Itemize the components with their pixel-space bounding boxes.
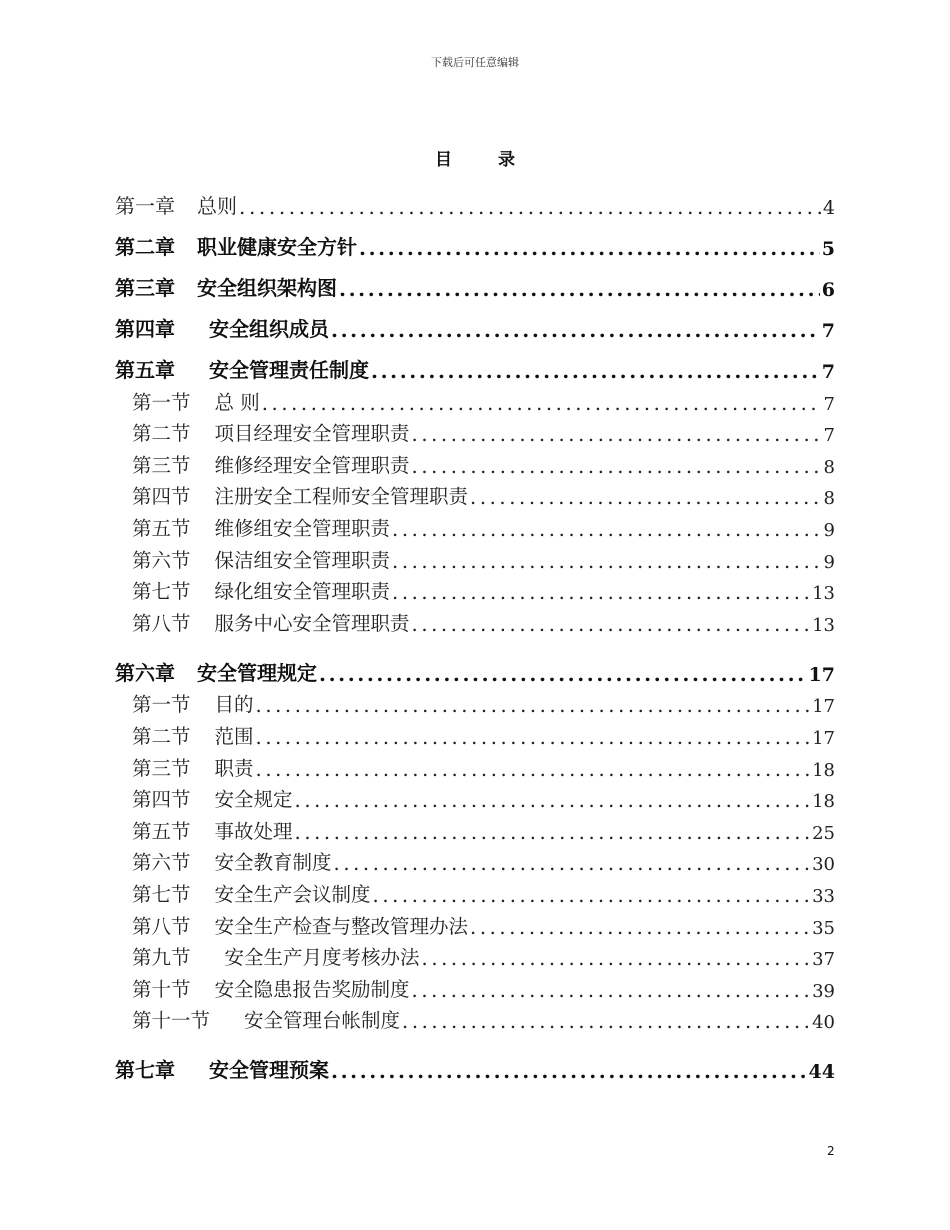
toc-entry-page: 8 [823, 456, 835, 478]
dot-leader [470, 486, 822, 509]
dot-leader [412, 423, 822, 446]
toc-entry-page: 35 [812, 917, 835, 939]
toc-entry-number: 第二节 [132, 724, 191, 748]
toc-entry-number: 第一章 [115, 194, 175, 218]
toc-entry-label: 项目经理安全管理职责 [214, 422, 410, 446]
toc-entry-section[interactable] [115, 383, 835, 415]
dot-leader [319, 662, 807, 686]
toc-entry-chapter-2[interactable] [115, 219, 835, 260]
toc-entry-number: 第十一节 [132, 1009, 211, 1033]
toc-entry-number: 第一节 [132, 390, 191, 414]
toc-entry-number: 第三节 [132, 453, 191, 477]
toc-entry-number: 第九节 [132, 946, 191, 970]
table-of-contents [115, 178, 835, 1083]
toc-entry-section[interactable] [115, 844, 835, 876]
toc-entry-number: 第四章 [115, 317, 175, 341]
toc-entry-page: 33 [812, 885, 835, 907]
toc-entry-page: 5 [821, 238, 835, 260]
toc-entry-section[interactable] [115, 446, 835, 478]
toc-entry-number: 第二章 [115, 235, 175, 259]
toc-entry-label: 维修经理安全管理职责 [214, 453, 410, 477]
toc-entry-section[interactable] [115, 1002, 835, 1034]
toc-entry-chapter-6[interactable] [115, 645, 835, 686]
dot-leader [373, 884, 811, 907]
toc-title: 目 录 [435, 150, 535, 170]
toc-entry-section[interactable] [115, 939, 835, 971]
toc-entry-number: 第三章 [115, 276, 175, 300]
toc-entry-label: 安全生产会议制度 [214, 882, 371, 906]
toc-entry-label: 总则 [197, 194, 237, 218]
toc-entry-number: 第四节 [132, 485, 191, 509]
toc-entry-chapter-7[interactable] [115, 1042, 835, 1083]
toc-entry-label: 范围 [214, 724, 254, 748]
toc-entry-section[interactable] [115, 604, 835, 636]
dot-leader [334, 852, 811, 875]
toc-entry-label: 安全组织架构图 [197, 276, 337, 300]
dot-leader [412, 613, 811, 636]
toc-entry-section[interactable] [115, 573, 835, 605]
toc-entry-number: 第八节 [132, 914, 191, 938]
toc-entry-section[interactable] [115, 875, 835, 907]
dot-leader [256, 694, 811, 717]
dot-leader [402, 1010, 810, 1033]
toc-entry-chapter-3[interactable] [115, 260, 835, 301]
toc-entry-number: 第七节 [132, 580, 191, 604]
toc-entry-section[interactable] [115, 686, 835, 718]
toc-entry-page: 7 [823, 425, 835, 447]
toc-entry-section[interactable] [115, 907, 835, 939]
toc-entry-section[interactable] [115, 749, 835, 781]
toc-entry-number: 第二节 [132, 422, 191, 446]
toc-entry-number: 第五节 [132, 819, 191, 843]
toc-entry-page: 13 [812, 583, 835, 605]
toc-entry-page: 18 [812, 759, 835, 781]
toc-entry-page: 7 [823, 393, 835, 415]
toc-entry-label: 职业健康安全方针 [197, 235, 357, 259]
toc-entry-label: 安全教育制度 [214, 851, 332, 875]
toc-entry-number: 第一节 [132, 693, 191, 717]
dot-leader [412, 979, 811, 1002]
toc-entry-number: 第六章 [115, 660, 175, 685]
toc-entry-label: 安全生产检查与整改管理办法 [214, 914, 469, 938]
dot-leader [331, 318, 820, 342]
toc-entry-section[interactable] [115, 781, 835, 813]
toc-entry-label: 安全管理责任制度 [209, 358, 369, 382]
toc-entry-label: 职责 [214, 756, 254, 780]
toc-entry-number: 第五章 [115, 358, 175, 382]
dot-leader [371, 359, 820, 383]
toc-entry-page: 44 [808, 1061, 835, 1084]
toc-entry-page: 25 [812, 822, 835, 844]
toc-entry-label: 目的 [214, 693, 254, 717]
toc-entry-chapter-4[interactable] [115, 301, 835, 342]
toc-entry-page: 39 [812, 980, 835, 1002]
dot-leader [239, 195, 821, 219]
toc-entry-label: 维修组安全管理职责 [214, 516, 391, 540]
toc-entry-number: 第七节 [132, 882, 191, 906]
toc-entry-label: 安全管理台帐制度 [244, 1009, 401, 1033]
header-note: 下载后可任意编辑 [431, 56, 519, 69]
toc-entry-label: 安全规定 [214, 788, 293, 812]
toc-entry-page: 18 [812, 791, 835, 813]
toc-entry-section[interactable] [115, 970, 835, 1002]
dot-leader [339, 277, 820, 301]
dot-leader [262, 392, 822, 415]
dot-leader [359, 236, 820, 260]
toc-entry-page: 9 [823, 551, 835, 573]
toc-entry-number: 第六节 [132, 548, 191, 572]
toc-entry-number: 第六节 [132, 851, 191, 875]
toc-entry-page: 6 [821, 279, 835, 301]
dot-leader [392, 550, 822, 573]
toc-entry-section[interactable] [115, 717, 835, 749]
toc-entry-page: 13 [812, 614, 835, 636]
toc-entry-label: 安全管理规定 [197, 660, 317, 685]
dot-leader [392, 581, 810, 604]
toc-entry-page: 40 [812, 1012, 835, 1034]
toc-entry-section[interactable] [115, 541, 835, 573]
toc-entry-section[interactable] [115, 478, 835, 510]
toc-entry-page: 8 [823, 488, 835, 510]
toc-entry-page: 17 [812, 727, 835, 749]
toc-entry-number: 第三节 [132, 756, 191, 780]
dot-leader [295, 789, 811, 812]
page-number: 2 [827, 1144, 835, 1158]
toc-entry-page: 37 [812, 949, 835, 971]
toc-entry-section[interactable] [115, 509, 835, 541]
toc-entry-chapter-1[interactable] [115, 178, 835, 219]
toc-entry-page: 7 [821, 361, 835, 383]
toc-entry-label: 保洁组安全管理职责 [214, 548, 391, 572]
dot-leader [412, 455, 822, 478]
toc-entry-page: 7 [821, 320, 835, 342]
toc-entry-page: 4 [822, 197, 835, 219]
toc-entry-section[interactable] [115, 812, 835, 844]
toc-entry-label: 安全管理预案 [209, 1058, 329, 1083]
toc-entry-number: 第四节 [132, 788, 191, 812]
toc-entry-label: 注册安全工程师安全管理职责 [214, 485, 469, 509]
toc-entry-label: 总 则 [214, 390, 260, 414]
toc-entry-number: 第五节 [132, 516, 191, 540]
toc-entry-chapter-5[interactable] [115, 342, 835, 383]
dot-leader [256, 726, 811, 749]
toc-entry-page: 30 [812, 854, 835, 876]
toc-entry-label: 事故处理 [214, 819, 293, 843]
dot-leader [256, 758, 811, 781]
toc-entry-page: 9 [823, 519, 835, 541]
toc-entry-page: 17 [812, 696, 835, 718]
dot-leader [392, 518, 822, 541]
toc-entry-page: 17 [808, 663, 835, 686]
dot-leader [331, 1059, 807, 1083]
toc-entry-number: 第八节 [132, 611, 191, 635]
toc-entry-section[interactable] [115, 415, 835, 447]
dot-leader [422, 947, 811, 970]
toc-entry-label: 安全组织成员 [209, 317, 329, 341]
toc-entry-label: 安全隐患报告奖励制度 [214, 977, 410, 1001]
toc-entry-number: 第十节 [132, 977, 191, 1001]
dot-leader [470, 916, 810, 939]
toc-entry-label: 服务中心安全管理职责 [214, 611, 410, 635]
toc-entry-label: 绿化组安全管理职责 [214, 580, 391, 604]
toc-entry-number: 第七章 [115, 1058, 175, 1083]
dot-leader [295, 821, 811, 844]
toc-entry-label: 安全生产月度考核办法 [224, 946, 420, 970]
